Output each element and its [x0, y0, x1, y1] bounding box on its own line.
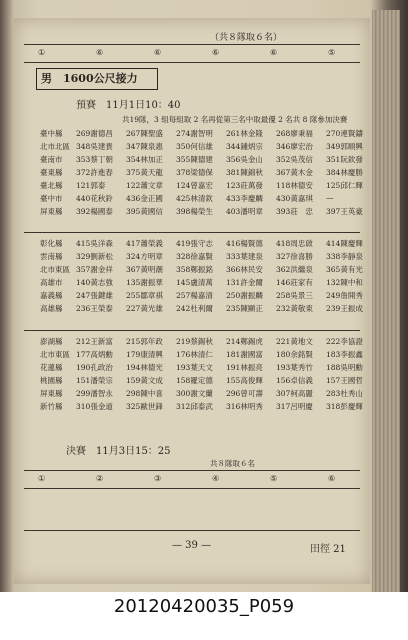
runner-entry: 135謝振華: [126, 278, 163, 287]
runner-entry: 176林清仁: [176, 350, 213, 359]
runner-entry: 267陳聖盛: [126, 129, 163, 138]
runner-entry: 191林振亮: [226, 363, 263, 372]
runner-entry: 418周忠啟: [276, 239, 313, 248]
runner-entry: 181謝國富: [226, 350, 263, 359]
team-name: 屏東縣: [40, 207, 63, 216]
runner-entry: 346廖宏治: [276, 142, 313, 151]
runner-entry: 353蔡丁朝: [76, 155, 113, 164]
prelim-title: 預賽 11月1日10：40: [76, 100, 181, 111]
team-name: 屏東縣: [40, 389, 63, 398]
runner-entry: 324方明章: [126, 252, 163, 261]
runner-entry: 430黃嘉琪: [276, 194, 313, 203]
runner-entry: 381陳錦秋: [226, 168, 263, 177]
lane-mark: ⑥: [154, 48, 162, 57]
runner-entry: 255鄒章祺: [126, 291, 163, 300]
runner-entry: 214鄭錫虎: [226, 337, 263, 346]
team-name: 花蓮縣: [40, 363, 63, 372]
runner-entry: 194林德光: [126, 363, 163, 372]
runner-entry: 232黃敬東: [276, 304, 313, 313]
footer-rule: [24, 530, 360, 531]
runner-entry: 215郭年政: [126, 337, 163, 346]
heat-divider: [24, 330, 360, 331]
runner-entry: 193葉天文: [176, 363, 213, 372]
runner-entry: 367黃木金: [276, 168, 313, 177]
runner-entry: 145盧清萬: [176, 278, 213, 287]
event-title: 男 1600公尺接力: [36, 68, 158, 90]
runner-entry: 242杜利爾: [176, 304, 213, 313]
runner-entry: 349郭順興: [326, 142, 363, 151]
runner-entry: 177高炳勳: [76, 350, 113, 359]
runner-entry: 329劉新松: [76, 252, 113, 261]
runner-entry: 236王榮泰: [76, 304, 113, 313]
runner-entry: 274謝智明: [176, 129, 213, 138]
runner-entry: 212王新富: [76, 337, 113, 346]
runner-entry: 124曾嘉宏: [176, 181, 213, 190]
lane-mark: ①: [38, 474, 46, 483]
runner-entry: 190孔政治: [76, 363, 113, 372]
team-name: 北市北區: [40, 142, 70, 151]
runner-entry: 367黃明潮: [126, 265, 163, 274]
runner-entry: 362洪繼泉: [276, 265, 313, 274]
runner-entry: 121郭泰: [76, 181, 106, 190]
team-name: 澎湖縣: [40, 337, 63, 346]
team-name: 彰化縣: [40, 239, 63, 248]
runner-entry: 257楊嘉清: [176, 291, 213, 300]
runner-entry: 378梁德保: [176, 168, 213, 177]
top-rule: [24, 44, 360, 45]
lane-mark: ⑥: [212, 48, 220, 57]
runner-entry: 344鍾炳宗: [226, 142, 263, 151]
runner-entry: 140黃志強: [76, 278, 113, 287]
runner-entry: 440花秋鈴: [76, 194, 113, 203]
runner-entry: 227黃光雄: [126, 304, 163, 313]
runner-entry: 157王國哲: [326, 376, 363, 385]
runner-entry: 261林金隆: [226, 129, 263, 138]
team-name: 新竹縣: [40, 402, 63, 411]
runner-entry: 122蕭文章: [126, 181, 163, 190]
runner-entry: 179康清興: [126, 350, 163, 359]
runner-entry: 414陳慶輝: [326, 239, 363, 248]
runner-entry: 269謝德昌: [76, 129, 113, 138]
team-name: 北市東區: [40, 265, 70, 274]
runner-entry: 425林清欽: [176, 194, 213, 203]
runner-entry: 350何信雄: [176, 142, 213, 151]
team-name: 高雄縣: [40, 304, 63, 313]
runner-entry: 395黃國信: [126, 207, 163, 216]
runner-entry: 397王英豪: [326, 207, 363, 216]
runner-entry: 348吳建貴: [76, 142, 113, 151]
runner-entry: 357謝金祥: [76, 265, 113, 274]
runner-entry: 355陳德建: [176, 155, 213, 164]
runner-entry: 258吳景三: [276, 291, 313, 300]
runner-entry: 372許進春: [76, 168, 113, 177]
team-name: 臺東縣: [40, 168, 63, 177]
lane-mark: ⑥: [96, 48, 104, 57]
runner-entry: 222李協證: [326, 337, 363, 346]
team-name: 臺中縣: [40, 129, 63, 138]
runner-entry: 299潘智永: [76, 389, 113, 398]
runner-entry: 325歐世鋒: [126, 402, 163, 411]
runner-entry: 436金正國: [126, 194, 163, 203]
image-caption: 20120420035_P059: [113, 596, 295, 617]
lane-mark: ③: [154, 474, 162, 483]
runner-entry: 183李振鑫: [326, 350, 363, 359]
runner-entry: 239王振成: [326, 304, 363, 313]
lane-mark: ⑥: [270, 48, 278, 57]
runner-entry: 338李靜泉: [326, 252, 363, 261]
runner-entry: 312邱泰武: [176, 402, 213, 411]
runner-entry: 249詹開秀: [326, 291, 363, 300]
runner-entry: 351阮欽發: [326, 155, 363, 164]
final-bottom-rule: [24, 488, 360, 489]
runner-entry: 403潘明章: [226, 207, 263, 216]
lane-mark: ⑤: [328, 48, 336, 57]
runner-entry: 156卓信義: [276, 376, 313, 385]
runner-entry: 317呂明慶: [276, 402, 313, 411]
runner-entry: 416楊賢德: [226, 239, 263, 248]
team-name: 高雄市: [40, 278, 63, 287]
program-page: [14, 18, 370, 584]
runner-entry: 327徐喜勝: [276, 252, 313, 261]
runner-entry: 221黃地文: [276, 337, 313, 346]
runner-entry: 146莊家有: [276, 278, 313, 287]
runner-entry: 366林民安: [226, 265, 263, 274]
team-name: 雲南縣: [40, 252, 63, 261]
runner-entry: 235陳顯正: [226, 304, 263, 313]
runner-entry: 180余銘賢: [276, 350, 313, 359]
runner-entry: 347陳泉惠: [126, 142, 163, 151]
runner-entry: 318彭慶輝: [326, 402, 363, 411]
runner-entry: 132陳中和: [326, 278, 363, 287]
header-note: （共８隊取６名）: [210, 33, 283, 43]
runner-entry: 188吳明勳: [326, 363, 363, 372]
final-note: 共８隊取６名: [210, 459, 255, 468]
runner-entry: 384林慶勝: [326, 168, 363, 177]
heat-divider: [24, 232, 360, 233]
lane-mark: ⑥: [328, 474, 336, 483]
runner-entry: 268廖秉福: [276, 129, 313, 138]
prelim-note: 共19隊，3 組每組取 2 名再從第三名中取最優 2 名共 8 隊參加決賽: [122, 115, 348, 124]
runner-entry: 123莊萬發: [226, 181, 263, 190]
runner-entry: 333葉建泉: [226, 252, 263, 261]
runner-entry: 375黃天龍: [126, 168, 163, 177]
runner-entry: 283杜秀山: [326, 389, 363, 398]
runner-entry: 247張鍵雄: [76, 291, 113, 300]
runner-entry: —: [326, 193, 334, 202]
runner-entry: 250謝振麟: [226, 291, 263, 300]
runner-entry: 316林明秀: [226, 402, 263, 411]
runner-entry: 433李慶麟: [226, 194, 263, 203]
runner-entry: 300謝文蘭: [176, 389, 213, 398]
runner-entry: 155高俊輝: [226, 376, 263, 385]
team-name: 嘉義縣: [40, 291, 63, 300]
final-rule: [24, 470, 360, 471]
book-spine: [372, 10, 400, 592]
runner-entry: 118林德安: [276, 181, 313, 190]
lane-mark: ②: [96, 474, 104, 483]
runner-entry: 417蕭榮義: [126, 239, 163, 248]
runner-entry: 296曾可壽: [226, 389, 263, 398]
runner-entry: 352吳茂信: [276, 155, 313, 164]
runner-entry: 393莊 忠: [276, 207, 313, 216]
final-title: 決賽 11月3日15：25: [66, 446, 171, 457]
team-name: 桃園縣: [40, 376, 63, 385]
runner-entry: 398楊榮生: [176, 207, 213, 216]
runner-entry: 356吳金山: [226, 155, 263, 164]
team-name: 臺中市: [40, 194, 63, 203]
runner-entry: 151潘榮宗: [76, 376, 113, 385]
runner-entry: 328徐嘉賢: [176, 252, 213, 261]
lane-mark: ⑤: [270, 474, 278, 483]
runner-entry: 415吳洋森: [76, 239, 113, 248]
runner-entry: 358鄭振銘: [176, 265, 213, 274]
runner-entry: 270連賢鑄: [326, 129, 363, 138]
team-name: 臺北縣: [40, 181, 63, 190]
section-label: 田徑 21: [310, 544, 346, 555]
lane-mark: ①: [38, 48, 46, 57]
runner-entry: 354林加正: [126, 155, 163, 164]
team-name: 北市東區: [40, 350, 70, 359]
runner-entry: 419張守志: [176, 239, 213, 248]
runner-entry: 125邱仁輝: [326, 181, 363, 190]
lane-mark: ④: [212, 474, 220, 483]
runner-entry: 307柯高麗: [276, 389, 313, 398]
runner-entry: 193葉秀竹: [276, 363, 313, 372]
page-number: — 39 —: [172, 540, 212, 551]
runner-entry: 392楊國泰: [76, 207, 113, 216]
runner-entry: 159黃文成: [126, 376, 163, 385]
runner-entry: 298陳中喜: [126, 389, 163, 398]
runner-entry: 365黃有光: [326, 265, 363, 274]
runner-entry: 310張金道: [76, 402, 113, 411]
header-bottom-rule: [24, 62, 360, 63]
runner-entry: 219蔡錫秋: [176, 337, 213, 346]
runner-entry: 131許金爾: [226, 278, 263, 287]
runner-entry: 158羅定德: [176, 376, 213, 385]
team-name: 臺南市: [40, 155, 63, 164]
